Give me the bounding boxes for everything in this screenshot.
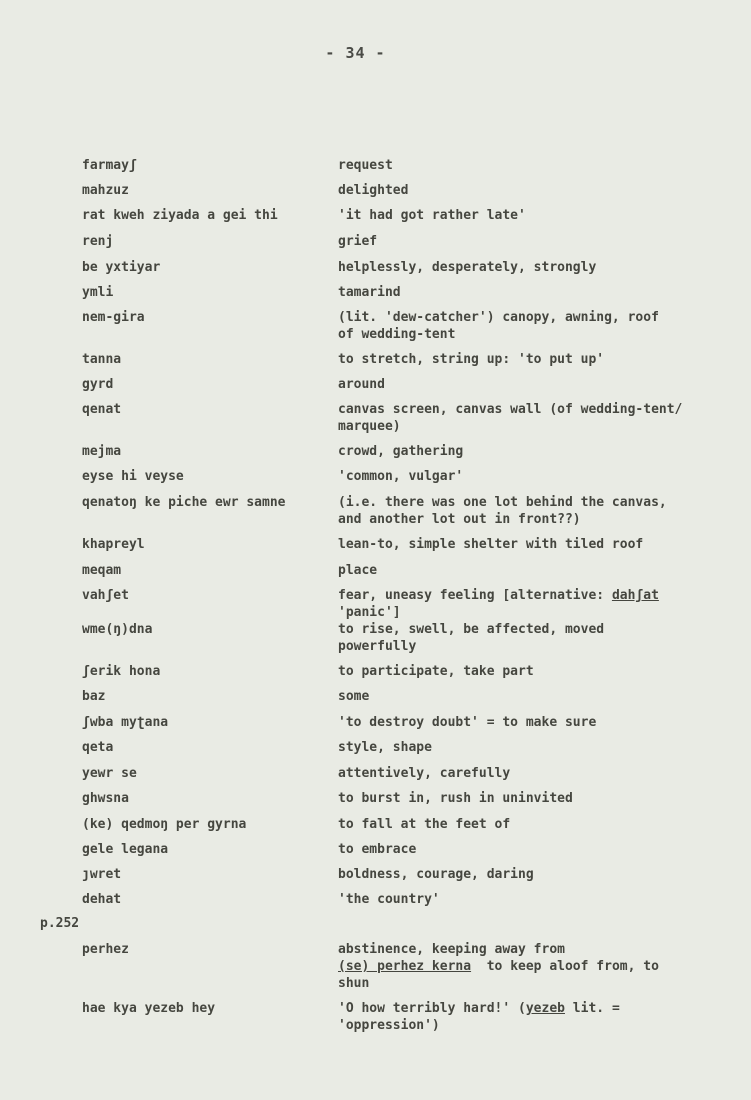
- entry-gloss-text: to embrace: [338, 842, 417, 857]
- entry-gloss-text: abstinence, keeping away from: [338, 942, 565, 957]
- entry-term: tanna: [82, 352, 122, 367]
- page-number: - 34 -: [325, 44, 386, 62]
- entry-term: mejma: [82, 444, 122, 459]
- entry-term: dehat: [82, 892, 122, 907]
- entry-gloss: [338, 259, 718, 276]
- entry-term: meqam: [82, 563, 122, 578]
- entry-term: khapreyl: [82, 537, 145, 552]
- entry-gloss: [338, 376, 718, 393]
- entry-gloss: [338, 1000, 718, 1034]
- entry-term: hae kya yezeb hey: [82, 1001, 216, 1016]
- entry-term: ʃerik hona: [82, 664, 161, 679]
- entry-term: perhez: [82, 942, 129, 957]
- entry-gloss-text: tamarind: [338, 285, 401, 300]
- entry-gloss-text: lean-to, simple shelter with tiled roof: [338, 537, 644, 552]
- entry-term: ʃwba myʈana: [82, 715, 169, 730]
- entry-gloss: [338, 587, 718, 621]
- entry-gloss: [338, 891, 718, 908]
- entry-gloss: [338, 309, 718, 343]
- entry-term: vahʃet: [82, 588, 129, 603]
- entry-gloss-text: 'common, vulgar': [338, 469, 464, 484]
- entry-gloss-text: to fall at the feet of: [338, 817, 511, 832]
- entry-term: gyrd: [82, 377, 114, 392]
- entry-gloss-text: to rise, swell, be affected, moved powerfully: [338, 622, 605, 654]
- entry-term: (ke) qedmoŋ per gyrna: [82, 817, 247, 832]
- entry-gloss-text: 'to destroy doubt' = to make sure: [338, 715, 597, 730]
- entry-term: qenat: [82, 402, 122, 417]
- entry-term: ghwsna: [82, 791, 129, 806]
- entry-gloss: [338, 663, 718, 680]
- entry-term: nem-gira: [82, 310, 145, 325]
- entry-gloss: [338, 443, 718, 460]
- entry-gloss-tail: to keep aloof from, to: [471, 959, 659, 974]
- entry-gloss-text: style, shape: [338, 740, 432, 755]
- entry-gloss: [338, 233, 718, 250]
- entry-gloss-text: to participate, take part: [338, 664, 534, 679]
- entry-gloss-text: (i.e. there was one lot behind the canvas, and another lot out in front??): [338, 495, 667, 527]
- entry-gloss-text: 'it had got rather late': [338, 208, 526, 223]
- entry-gloss-text: to stretch, string up: 'to put up': [338, 352, 605, 367]
- entry-gloss: [338, 841, 718, 858]
- entry-gloss-underlined: dahʃat: [611, 588, 659, 603]
- entry-gloss-text: 'the country': [338, 892, 440, 907]
- entry-gloss: [338, 536, 718, 553]
- entry-gloss: [338, 157, 718, 174]
- entry-gloss: [338, 866, 718, 883]
- entry-gloss: [338, 688, 718, 705]
- entry-gloss: [338, 739, 718, 756]
- entry-gloss-underlined: (se) perhez kerna: [338, 959, 472, 974]
- entry-gloss: [338, 401, 718, 435]
- entry-gloss-text: fear, uneasy feeling [alternative:: [338, 588, 612, 603]
- entry-gloss: [338, 816, 718, 833]
- entry-term: qeta: [82, 740, 114, 755]
- entry-term: eyse hi veyse: [82, 469, 184, 484]
- entry-gloss: [338, 621, 718, 655]
- entry-gloss: [338, 790, 718, 807]
- entry-gloss-text: some: [338, 689, 370, 704]
- entry-gloss: [338, 714, 718, 731]
- entry-gloss: [338, 468, 718, 485]
- entry-gloss-text: boldness, courage, daring: [338, 867, 534, 882]
- entry-term: farmayʃ: [82, 158, 137, 173]
- entry-gloss: [338, 562, 718, 579]
- entry-gloss-text: 'O how terribly hard!' (: [338, 1001, 526, 1016]
- entry-gloss-text: grief: [338, 234, 378, 249]
- entry-term: yewr se: [82, 766, 137, 781]
- entry-gloss: [338, 284, 718, 301]
- entry-gloss-text: around: [338, 377, 385, 392]
- entry-gloss-text: helplessly, desperately, strongly: [338, 260, 597, 275]
- entry-term: wme(ŋ)dna: [82, 622, 153, 637]
- entry-gloss-tail: shun: [338, 976, 370, 991]
- entry-gloss-text: crowd, gathering: [338, 444, 464, 459]
- entry-term: ymli: [82, 285, 114, 300]
- entry-gloss-text: place: [338, 563, 378, 578]
- entry-gloss: [338, 207, 718, 224]
- entry-term: mahzuz: [82, 183, 129, 198]
- entry-term: renj: [82, 234, 114, 249]
- entry-gloss: [338, 941, 718, 992]
- entry-gloss: [338, 765, 718, 782]
- entry-gloss-text: canvas screen, canvas wall (of wedding-tent/ marquee): [338, 402, 683, 434]
- entry-gloss: [338, 494, 718, 528]
- entry-term: rat kweh ziyada a gei thi: [82, 208, 278, 223]
- entry-term: baz: [82, 689, 106, 704]
- entry-gloss-text: to burst in, rush in uninvited: [338, 791, 573, 806]
- entry-gloss: [338, 351, 718, 368]
- entry-gloss-tail: lit. = 'oppression'): [338, 1001, 620, 1033]
- entry-gloss-text: attentively, carefully: [338, 766, 511, 781]
- entry-gloss-text: request: [338, 158, 393, 173]
- entry-gloss-tail: 'panic']: [338, 605, 401, 620]
- entry-gloss-text: (lit. 'dew-catcher') canopy, awning, roof of wedding-tent: [338, 310, 659, 342]
- entry-gloss: [338, 182, 718, 199]
- entry-gloss-text: delighted: [338, 183, 409, 198]
- entry-term: qenatoŋ ke piche ewr samne: [82, 495, 286, 510]
- section-marker: p.252: [40, 916, 80, 931]
- entry-term: be yxtiyar: [82, 260, 161, 275]
- entry-gloss-underlined: yezeb: [525, 1001, 565, 1016]
- entry-term: ȷwret: [82, 867, 122, 882]
- entry-term: gele legana: [82, 842, 169, 857]
